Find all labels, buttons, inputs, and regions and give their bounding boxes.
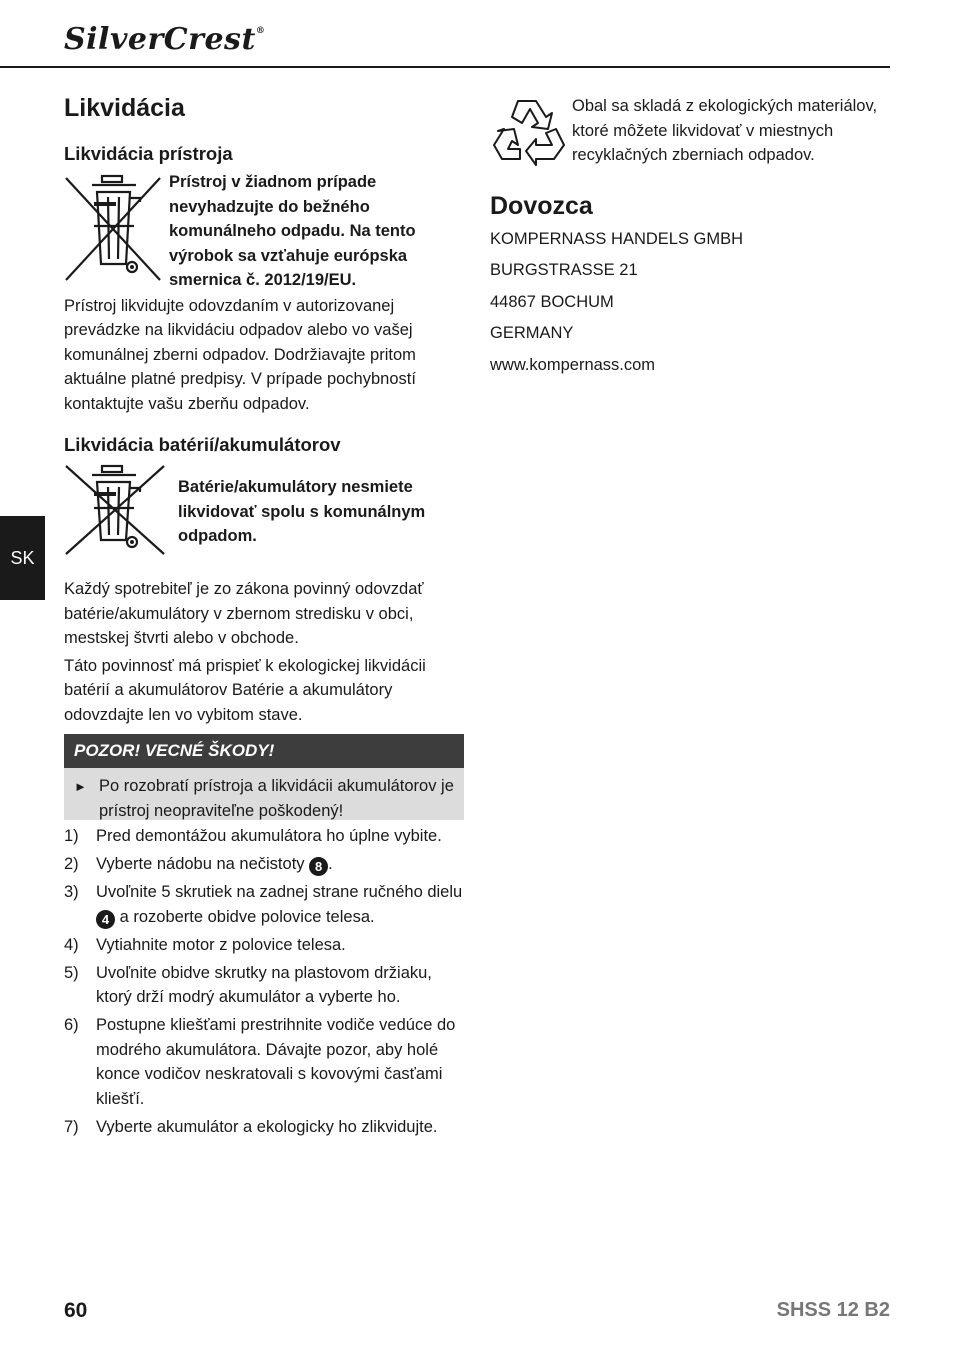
language-tab: SK bbox=[0, 516, 45, 600]
battery-obligation-text: Každý spotrebiteľ je zo zákona povinný odovzdať batérie/akumulátory v zbernom stredisku v obci, mestskej štvrti alebo v obchode. bbox=[64, 580, 424, 647]
device-disposal-heading: Likvidácia prístroja bbox=[64, 143, 233, 164]
left-column bbox=[64, 92, 464, 1143]
disassembly-steps bbox=[64, 824, 464, 1139]
warning-text: Po rozobratí prístroja a likvidácii akumulátorov je prístroj neopraviteľne poškodený! bbox=[99, 777, 454, 820]
right-column bbox=[490, 92, 890, 381]
list-item: 1) Pred demontážou akumulátora ho úplne vybite. bbox=[64, 827, 442, 845]
importer-city: 44867 BOCHUM bbox=[490, 292, 614, 311]
model-number: SHSS 12 B2 bbox=[776, 1299, 890, 1321]
list-item: 2) Vyberte nádobu na nečistoty 8 . bbox=[64, 855, 333, 874]
packaging-text: Obal sa skladá z ekologických materiálov, ktoré môžete likvidovať v miestnych recyklačných zberniach odpadov. bbox=[572, 97, 878, 164]
battery-disposal-notice bbox=[64, 462, 464, 558]
battery-disposal-heading: Likvidácia batérií/akumulátorov bbox=[64, 434, 341, 455]
recycle-icon bbox=[490, 95, 566, 167]
warning-body bbox=[64, 768, 464, 820]
header-rule bbox=[0, 66, 890, 68]
section-title: Likvidácia bbox=[64, 94, 185, 122]
part-number-badge: 4 bbox=[96, 910, 115, 929]
warning-title: POZOR! VECNÉ ŠKODY! bbox=[64, 734, 464, 768]
part-number-badge: 8 bbox=[309, 857, 328, 876]
arrow-icon: ► bbox=[74, 779, 87, 794]
page-number: 60 bbox=[64, 1299, 88, 1322]
importer-address bbox=[490, 224, 890, 382]
importer-company: KOMPERNASS HANDELS GMBH bbox=[490, 229, 744, 248]
importer-street: BURGSTRASSE 21 bbox=[490, 261, 638, 279]
list-item: 5) Uvoľnite obidve skrutky na plastovom držiaku, ktorý drží modrý akumulátor a vyberte ho. bbox=[64, 963, 432, 1006]
warning-box bbox=[64, 734, 464, 820]
crossed-bin-icon bbox=[64, 462, 168, 558]
battery-disposal-warning: Batérie/akumulátory nesmiete likvidovať spolu s komunálnym odpadom. bbox=[178, 478, 426, 545]
battery-ecology-text: Táto povinnosť má prispieť k ekologickej likvidácii batérií a akumulátorov Batérie a akumulátory odovzdajte len vo vybitom stave. bbox=[64, 656, 426, 724]
list-item: 6) Postupne kliešťami prestrihnite vodiče vedúce do modrého akumulátora. Dávajte pozor, aby holé konce vodičov neskratovali s kovovými časťami kliešťí. bbox=[64, 1016, 456, 1108]
list-item: 3) Uvoľnite 5 skrutiek na zadnej strane ručného dielu 4 a rozoberte obidve polovice telesa. bbox=[64, 883, 463, 927]
crossed-bin-icon bbox=[64, 172, 162, 284]
list-item: 4) Vytiahnite motor z polovice telesa. bbox=[64, 935, 346, 954]
list-item: 7) Vyberte akumulátor a ekologicky ho zlikvidujte. bbox=[64, 1117, 438, 1136]
importer-heading: Dovozca bbox=[490, 191, 593, 220]
brand-logo: SilverCrest® bbox=[64, 22, 266, 57]
device-disposal-notice bbox=[64, 172, 464, 293]
device-disposal-text: Prístroj likvidujte odovzdaním v autorizovanej prevádzke na likvidáciu odpadov alebo vo vašej komunálnej zberni odpadov. Dodržiavajte pritom aktuálne platné predpisy. V prípade pochybností kontaktujte vašu zberňu odpadov. bbox=[64, 296, 416, 413]
importer-website: www.kompernass.com bbox=[490, 355, 656, 374]
device-disposal-warning: Prístroj v žiadnom prípade nevyhadzujte do bežného komunálneho odpadu. Na tento výrobok sa vzťahuje európska smernica č. 2012/19/EU. bbox=[169, 173, 416, 289]
packaging-notice bbox=[490, 92, 890, 168]
importer-country: GERMANY bbox=[490, 324, 574, 342]
